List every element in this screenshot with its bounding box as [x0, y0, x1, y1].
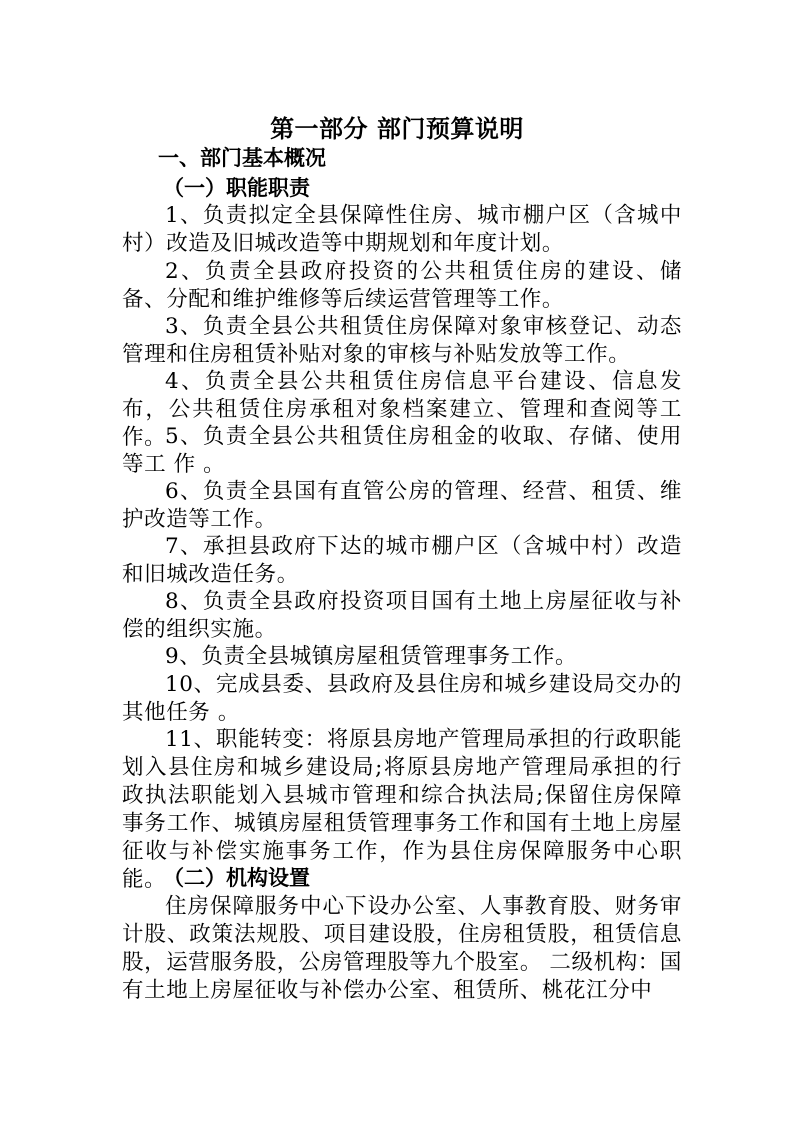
function-item-4: 4、负责全县公共租赁住房信息平台建设、信息发布，公共租赁住房承租对象档案建立、管理和查阅等工作。 — [122, 369, 682, 450]
function-item-3: 3、负责全县公共租赁住房保障对象审核登记、动态管理和住房租赁补贴对象的审核与补贴发放等工作。 — [122, 314, 682, 367]
function-item-1: 1、负责拟定全县保障性住房、城市棚户区（含城中村）改造及旧城改造等中期规划和年度计划。 — [122, 203, 682, 256]
function-item-9: 9、负责全县城镇房屋租赁管理事务工作。 — [165, 644, 578, 669]
function-item-2: 2、负责全县政府投资的公共租赁住房的建设、储备、分配和维护维修等后续运营管理等工作。 — [122, 259, 682, 312]
section-heading-basic-overview: 一、部门基本概况 — [158, 146, 326, 170]
function-item-7: 7、承担县政府下达的城市棚户区（含城中村）改造和旧城改造任务。 — [122, 534, 682, 587]
function-item-11: 11、职能转变：将原县房地产管理局承担的行政职能划入县住房和城乡建设局;将原县房地产管理局承担的行政执法职能划入县城市管理和综合执法局;保留住房保障事务工作、城镇房屋租赁管理事务工作和国有土地上房屋征收与补偿实施事务工作，作为县住房保障服务中心职能。 — [122, 727, 682, 892]
organization-paragraph: 住房保障服务中心下设办公室、人事教育股、财务审计股、政策法规股、项目建设股，住房租赁股，租赁信息股，运营服务股，公房管理股等九个股室。 二级机构：国有土地上房屋征收与补偿办公室、租赁所、桃花江分中 — [122, 894, 682, 1003]
function-item-10: 10、完成县委、县政府及县住房和城乡建设局交办的其他任务 。 — [122, 672, 682, 725]
function-item-6: 6、负责全县国有直管公房的管理、经营、租赁、维护改造等工作。 — [122, 479, 682, 532]
function-item-5: 5、负责全县公共租赁住房租金的收取、存储、使用等工 作 。 — [122, 424, 682, 477]
subsection-heading-functions: （一）职能职责 — [163, 176, 310, 200]
function-item-8: 8、负责全县政府投资项目国有土地上房屋征收与补偿的组织实施。 — [122, 589, 682, 642]
subsection-heading-organization: （二）机构设置 — [163, 866, 310, 890]
page-title: 第一部分 部门预算说明 — [270, 115, 524, 143]
